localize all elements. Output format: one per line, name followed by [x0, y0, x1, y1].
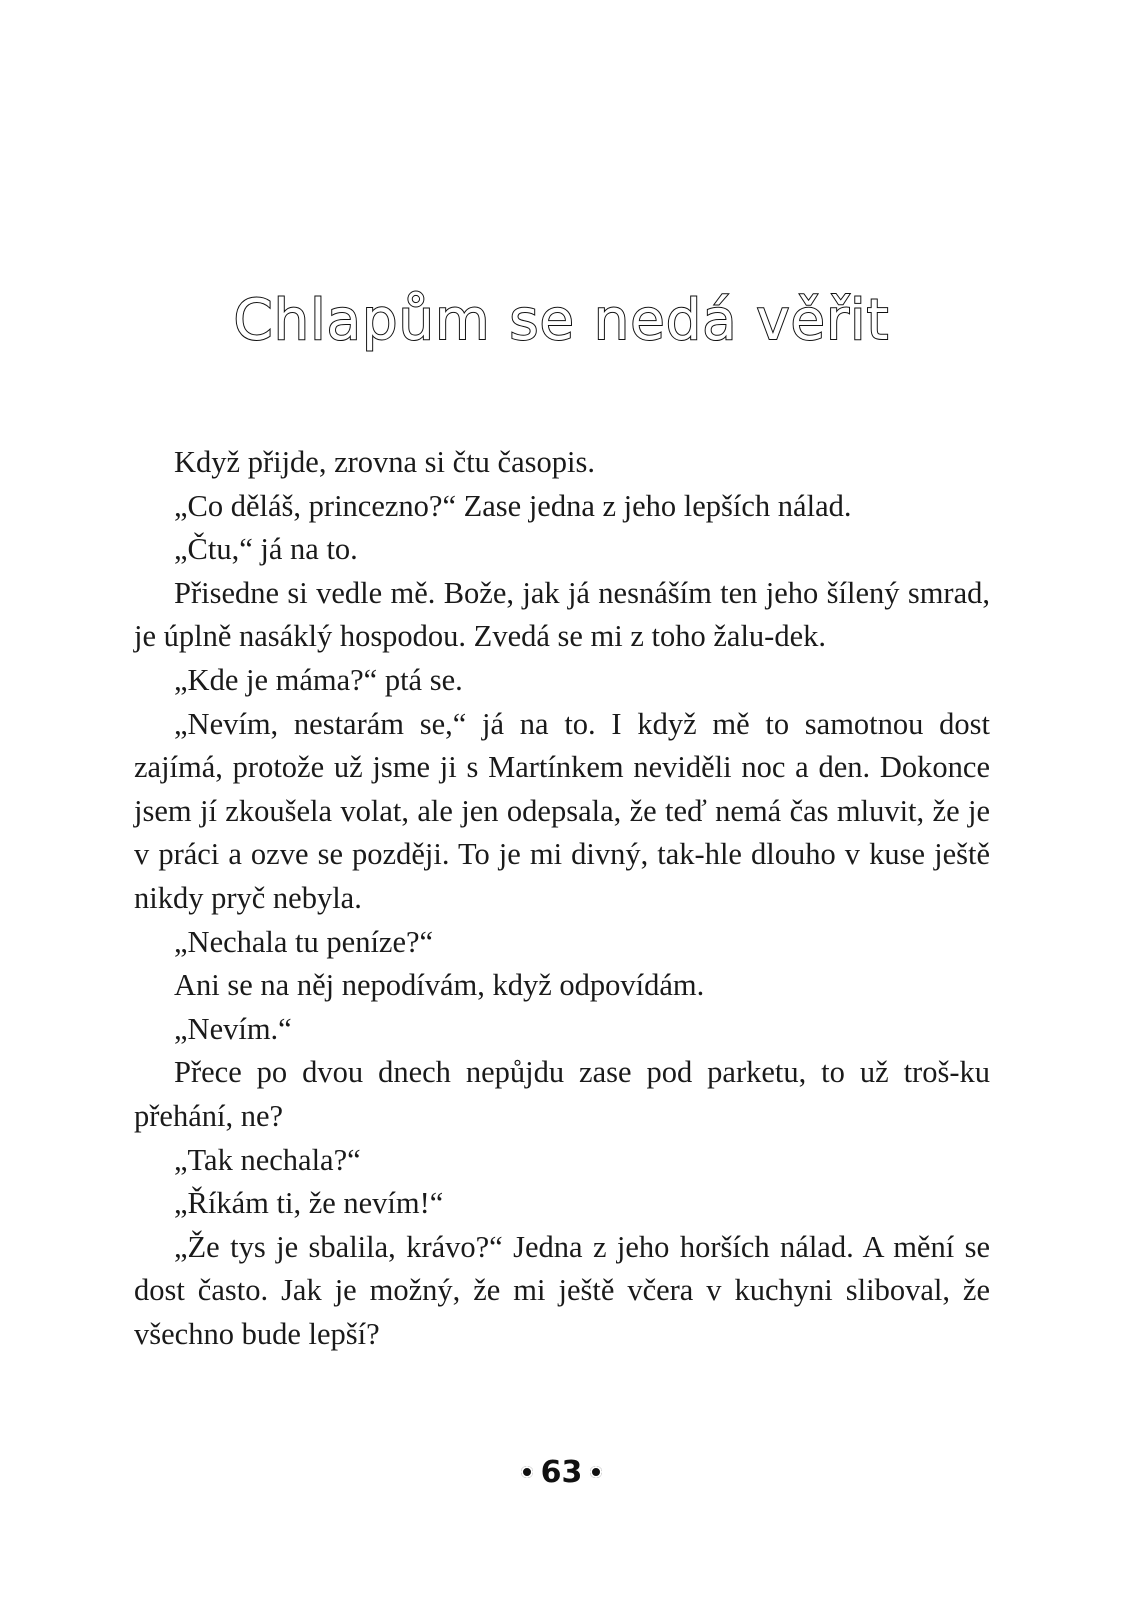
paragraph: „Co děláš, princezno?“ Zase jedna z jeho lepších nálad.: [174, 488, 852, 523]
chapter-title: Chlapům se nedá věřit: [233, 288, 890, 353]
paragraph: „Nevím, nestarám se,“ já na to. I když mě to samotnou dost zajímá, protože už jsme ji s Martínkem neviděli noc a den. Dokonce jsem jí zkoušela volat, ale jen odepsala, že teď nemá čas mluvit, že je v práci a ozve se později. To je mi divný, tak-hle dlouho v kuse ještě nikdy pryč nebyla.: [134, 706, 990, 915]
chapter-body: [134, 441, 990, 1356]
paragraph: „Říkám ti, že nevím!“: [174, 1186, 444, 1221]
paragraph: Přece po dvou dnech nepůjdu zase pod parketu, to už troš-ku přehání, ne?: [134, 1055, 990, 1133]
paragraph: „Že tys je sbalila, krávo?“ Jedna z jeho horších nálad. A mění se dost často. Jak je možný, že mi ještě včera v kuchyni sliboval, že všechno bude lepší?: [134, 1229, 990, 1351]
page-footer: [0, 1455, 1123, 1490]
paragraph: Ani se na něj nepodívám, když odpovídám.: [174, 968, 705, 1003]
paragraph: „Nevím.“: [174, 1011, 292, 1046]
paragraph: „Tak nechala?“: [174, 1142, 361, 1177]
paragraph: Když přijde, zrovna si čtu časopis.: [174, 445, 595, 479]
paragraph: „Kde je máma?“ ptá se.: [174, 662, 463, 697]
page-number: 63: [540, 1455, 583, 1490]
paragraph: „Čtu,“ já na to.: [174, 532, 358, 567]
paragraph: „Nechala tu peníze?“: [174, 924, 434, 959]
flower-ornament-icon: [521, 1466, 533, 1478]
flower-ornament-icon: [590, 1466, 602, 1478]
paragraph: Přisedne si vedle mě. Bože, jak já nesnáším ten jeho šílený smrad, je úplně nasáklý hospodou. Zvedá se mi z toho žalu-dek.: [134, 575, 990, 654]
